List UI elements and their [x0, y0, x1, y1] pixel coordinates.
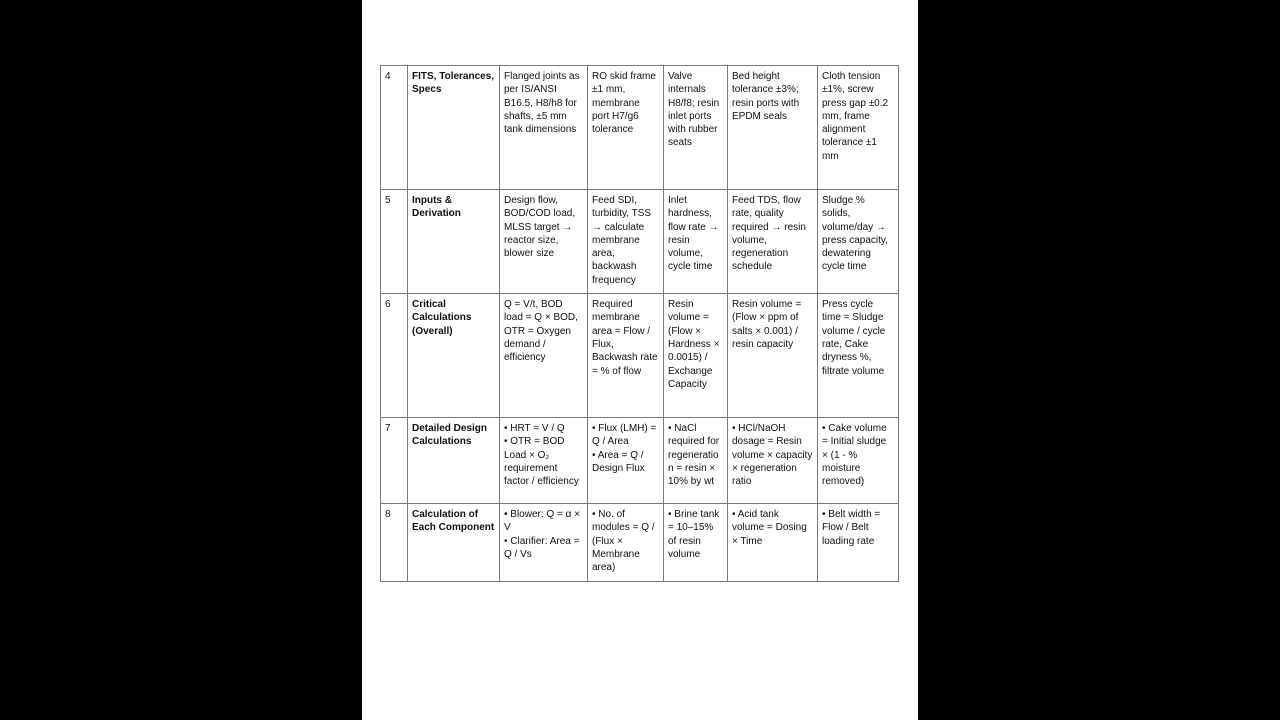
- table-cell: [818, 504, 899, 581]
- row-number: 5: [381, 190, 408, 294]
- row-label: FITS, Tolerances, Specs: [408, 66, 500, 190]
- bullet-item: • NaCl required for regeneration = resin × 10% by wt: [668, 423, 720, 488]
- bullet-item: • No. of modules = Q / (Flux × Membrane area): [592, 509, 655, 574]
- table-row: [381, 190, 899, 294]
- table-cell: RO skid frame ±1 mm, membrane port H7/g6 tolerance: [588, 66, 664, 190]
- table-cell: [500, 504, 588, 581]
- table-cell: Feed SDI, turbidity, TSS → calculate membrane area, backwash frequency: [588, 190, 664, 294]
- table-cell: [728, 504, 818, 581]
- table-row: [381, 294, 899, 418]
- table-cell: Q = V/t, BOD load = Q × BOD, OTR = Oxygen demand / efficiency: [500, 294, 588, 418]
- table-cell: Required membrane area = Flow / Flux, Backwash rate = % of flow: [588, 294, 664, 418]
- table-cell: Sludge % solids, volume/day → press capacity, dewatering cycle time: [818, 190, 899, 294]
- row-number: 6: [381, 294, 408, 418]
- bullet-item: • Belt width = Flow / Belt loading rate: [822, 509, 881, 547]
- row-label: Inputs & Derivation: [408, 190, 500, 294]
- bullet-item: • Acid tank volume = Dosing × Time: [732, 509, 807, 547]
- table-row: [381, 66, 899, 190]
- table-row: [381, 418, 899, 504]
- table-cell: [500, 418, 588, 504]
- table-cell: [664, 504, 728, 581]
- table-cell: Press cycle time = Sludge volume / cycle rate, Cake dryness %, filtrate volume: [818, 294, 899, 418]
- row-number: 7: [381, 418, 408, 504]
- table-cell: [588, 504, 664, 581]
- bullet-item: • HCl/NaOH dosage = Resin volume × capacity × regeneration ratio: [732, 423, 813, 488]
- table-cell: Valve internals H8/f8; resin inlet ports with rubber seats: [664, 66, 728, 190]
- bullet-item: • Flux (LMH) = Q / Area: [592, 423, 657, 448]
- row-label: Critical Calculations (Overall): [408, 294, 500, 418]
- row-label: Detailed Design Calculations: [408, 418, 500, 504]
- bullet-item: • Area = Q / Design Flux: [592, 449, 645, 474]
- table-cell: [588, 418, 664, 504]
- table-cell: Design flow, BOD/COD load, MLSS target → reactor size, blower size: [500, 190, 588, 294]
- table-cell: Feed TDS, flow rate, quality required → resin volume, regeneration schedule: [728, 190, 818, 294]
- document-page: [362, 0, 918, 720]
- row-number: 4: [381, 66, 408, 190]
- table-cell: Inlet hardness, flow rate → resin volume, cycle time: [664, 190, 728, 294]
- bullet-item: • Blower: Q = α × V: [504, 509, 580, 534]
- bullet-item: • Cake volume = Initial sludge × (1 - % moisture removed): [822, 423, 887, 488]
- bullet-item: • OTR = BOD Load × O₂ requirement factor / efficiency: [504, 436, 579, 488]
- table-cell: Flanged joints as per IS/ANSI B16.5, H8/h8 for shafts, ±5 mm tank dimensions: [500, 66, 588, 190]
- table-cell: Bed height tolerance ±3%; resin ports with EPDM seals: [728, 66, 818, 190]
- row-number: 8: [381, 504, 408, 581]
- row-label: Calculation of Each Component: [408, 504, 500, 581]
- table-row: [381, 504, 899, 581]
- table-cell: Cloth tension ±1%, screw press gap ±0.2 mm, frame alignment tolerance ±1 mm: [818, 66, 899, 190]
- table-cell: Resin volume = (Flow × Hardness × 0.0015) / Exchange Capacity: [664, 294, 728, 418]
- table-cell: [664, 418, 728, 504]
- bullet-item: • Brine tank = 10–15% of resin volume: [668, 509, 720, 560]
- table-cell: [728, 418, 818, 504]
- bullet-item: • HRT = V / Q: [504, 423, 565, 435]
- design-spec-table: [380, 65, 899, 582]
- table-cell: Resin volume = (Flow × ppm of salts × 0.001) / resin capacity: [728, 294, 818, 418]
- bullet-item: • Clarifier: Area = Q / Vs: [504, 535, 580, 560]
- table-cell: [818, 418, 899, 504]
